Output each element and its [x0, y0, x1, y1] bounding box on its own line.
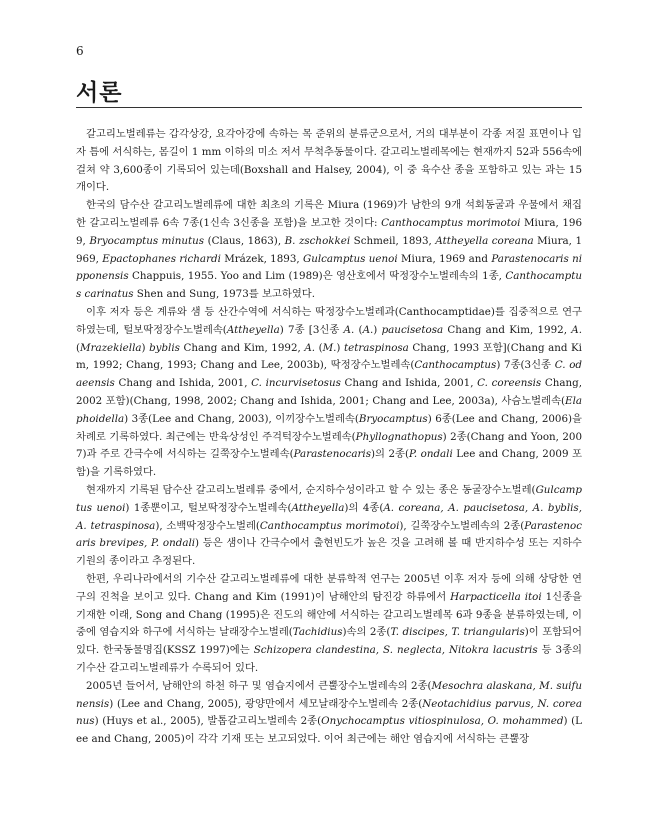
paragraph-6: 2005년 들어서, 남해안의 하천 하구 및 염습지에서 큰뿔장수노벌레속의 2종(Mesochra alaskana, M. suifunensis) (Lee and Chang, 2005), 광양만에서 세모날래장수노벌레속 2종(Neotachidius parvus, N. coreanus) (Huys et al., 2005), 발톱갈고리노벌레속 2종(Onychocamptus vitiospinulosa, O. mohammed) (Lee and Chang, 2005)이 각각 기재 또는 보고되었다. 이어 최근에는 해안 염습지에 서식하는 큰뿔장: [76, 679, 582, 746]
page-number: 6: [76, 44, 84, 58]
paragraph-2: 한국의 담수산 갈고리노벌레류에 대한 최초의 기록은 Miura (1969)가 남한의 9개 석회동굴과 우물에서 채집한 갈고리노벌레류 6속 7종(1신속 3신종을 포함)을 보고한 것이다: Canthocamptus morimotoi Miura, 1969, Bryocamptus minutus (Claus, 1863), B. zschokkei Schmeil, 1893, Attheyella coreana Miura, 1969, Epactophanes richardi Mrázek, 1893, Gulcamptus uenoi Miura, 1969 and Parastenocaris nipponensis Chappuis, 1955. Yoo and Lim (1989)은 영산호에서 딱정장수노벌레속의 1종, Canthocamptus carinatus Shen and Sung, 1973를 보고하였다.: [76, 199, 583, 301]
section-title: 서론: [76, 80, 123, 106]
paragraph-5: 한편, 우리나라에서의 기수산 갈고리노벌레류에 대한 분류학적 연구는 2005년 이후 저자 등에 의해 상당한 연구의 진척을 보이고 있다. Chang and Kim (1991)이 남해안의 탐진강 하류에서 Harpacticella itoi 1신종을 기재한 이래, Song and Chang (1995)은 진도의 해안에 서식하는 갈고리노벌레목 6과 9종을 분류하였는데, 이중에 염습지와 하구에 서식하는 날래장수노벌레(Tachidius)속의 2종(T. discipes, T. triangularis)이 포함되어 있다. 한국동물명집(KSSZ 1997)에는 Schizopera clandestina, S. neglecta, Nitokra lacustris 등 3종의 기수산 갈고리노벌레류가 수록되어 있다.: [76, 572, 582, 674]
title-rule: [76, 107, 582, 108]
paragraph-4: 현재까지 기록된 담수산 갈고리노벌레류 중에서, 순지하수성이라고 할 수 있는 종은 동굴장수노벌레(Gulcamptus uenoi) 1종뿐이고, 털보딱정장수노벌레속(Attheyella)의 4종(A. coreana, A. paucisetosa, A. byblis, A. tetraspinosa), 소백딱정장수노벌레(Canthocamptus morimotoi), 길쭉장수노벌레속의 2종(Parastenocaris brevipes, P. ondali) 등은 샘이나 간극수에서 출현빈도가 높은 것을 고려해 볼 때 반지하수성 또는 지하수 기원의 종이라고 추정된다.: [76, 483, 583, 568]
paragraph-3: 이후 저자 등은 계류와 샘 등 산간수역에 서식하는 딱정장수노벌레과(Canthocamptidae)를 집중적으로 연구하였는데, 털보딱정장수노벌레속(Attheyella) 7종 [3신종 A. (A.) paucisetosa Chang and Kim, 1992, A. (Mrazekiella) byblis Chang and Kim, 1992, A. (M.) tetraspinosa Chang, 1993 포함](Chang and Kim, 1992; Chang, 1993; Chang and Lee, 2003b), 딱정장수노벌레속(Canthocamptus) 7종(3신종 C. odaeensis Chang and Ishida, 2001, C. incurvisetosus Chang and Ishida, 2001, C. coreensis Chang, 2002 포함)(Chang, 1998, 2002; Chang and Ishida, 2001; Chang and Lee, 2003a), 사슴노벌레속(Elaphoidella) 3종(Lee and Chang, 2003), 이끼장수노벌레속(Bryocamptus) 6종(Lee and Chang, 2006)을 차례로 기록하였다. 최근에는 반육상성인 주걱턱장수노벌레속(Phyllognathopus) 2종(Chang and Yoon, 2007)과 주로 간극수에 서식하는 길쭉장수노벌레속(Parastenocaris)의 2종(P. ondali Lee and Chang, 2009 포함)을 기록하였다.: [76, 305, 583, 479]
body-text: [76, 126, 582, 749]
paragraph-1: 갈고리노벌레류는 갑각상강, 요각아강에 속하는 목 준위의 분류군으로서, 거의 대부분이 각종 저질 표면이나 입자 틈에 서식하는, 몸길이 1 mm 이하의 미소 저서 무척추동물이다. 갈고리노벌레목에는 현재까지 52과 556속에 걸쳐 약 3,600종이 기록되어 있는데(Boxshall and Halsey, 2004), 이 중 육수산 종을 포함하고 있는 과는 15개이다.: [76, 128, 582, 194]
